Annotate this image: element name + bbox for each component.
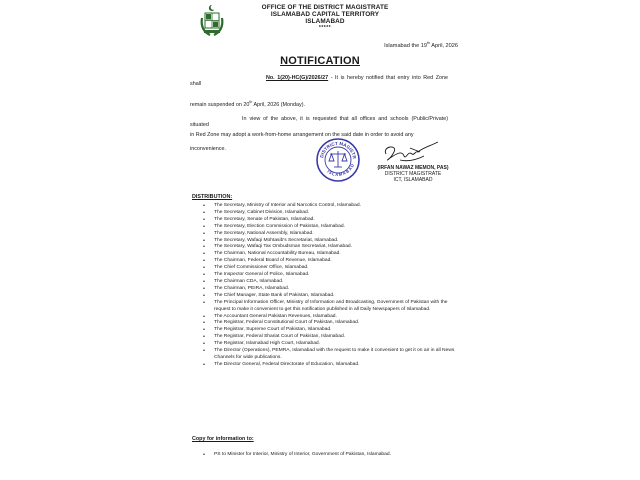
office-line-2: ISLAMABAD CAPITAL TERRITORY bbox=[270, 11, 380, 19]
paragraph-1-continued bbox=[190, 99, 448, 108]
list-item: • The Director General, Federal Directorate of Education, Islamabad. bbox=[190, 362, 458, 369]
paragraph-2-line-3: inconvenience. bbox=[190, 146, 226, 152]
list-item: • The Chairman CDA, Islamabad. bbox=[190, 279, 458, 286]
distribution-list bbox=[190, 203, 458, 369]
signer-office: ICT, ISLAMABAD bbox=[393, 177, 433, 183]
reference-number: No. 1(20)-HC(G)/2026/27 bbox=[266, 75, 329, 81]
list-item: • The Registrar, Islamabad High Court, Islamabad. bbox=[190, 341, 458, 348]
official-seal-stamp bbox=[315, 137, 361, 183]
paragraph-2-line-1: In view of the above, it is requested that all offices and schools (Public/Private) situated bbox=[190, 116, 448, 128]
signature-mark bbox=[380, 140, 440, 166]
paragraph-1-text: - It is hereby notified that entry into Red Zone shall bbox=[190, 75, 448, 87]
date-ordinal: th bbox=[427, 41, 430, 45]
seal-text-bottom: ISLAMABAD bbox=[326, 163, 355, 178]
paragraph-1-ordinal: th bbox=[249, 100, 253, 104]
list-item: • The Inspector General of Police, Islamabad. bbox=[190, 272, 458, 279]
list-item: • The Secretary, Wafaqi Tax Ombudsman Secretariat, Islamabad. bbox=[190, 244, 458, 251]
seal-text-top: DISTRICT MAGISTR bbox=[319, 140, 357, 160]
list-item: • The Secretary, National Assembly, Islamabad. bbox=[190, 231, 458, 238]
list-item: • The Chief Commissioner Office, Islamabad. bbox=[190, 265, 458, 272]
scales-of-justice-icon bbox=[329, 151, 347, 167]
signer-designation: DISTRICT MAGISTRATE bbox=[384, 171, 442, 177]
document-title: NOTIFICATION bbox=[280, 55, 360, 67]
copy-heading: Copy for information to: bbox=[192, 436, 254, 442]
list-item: • The Secretary, Cabinet Division, Islamabad. bbox=[190, 210, 458, 217]
notification-document bbox=[190, 0, 458, 480]
list-item: • The Registrar, Supreme Court of Pakistan, Islamabad. bbox=[190, 327, 458, 334]
distribution-heading: DISTRIBUTION: bbox=[192, 194, 233, 200]
office-line-3: ISLAMABAD bbox=[305, 18, 345, 26]
list-item: • PS to Minister for Interior, Ministry of Interior, Government of Pakistan, Islamabad. bbox=[190, 452, 458, 459]
list-item: • The Secretary, Election Commission of Pakistan, Islamabad. bbox=[190, 224, 458, 231]
list-item: • The Chairman, National Accountability Bureau, Islamabad. bbox=[190, 251, 458, 258]
signer-name: (IRFAN NAWAZ MEMON, PAS) bbox=[377, 165, 449, 171]
list-item: • The Director (Operations), PEMRA, Islamabad with the request to make it convenient to get it on air in all News Channels for wide publications. bbox=[190, 348, 458, 362]
signer-block bbox=[373, 165, 453, 183]
list-item: • The Chief Manager, State Bank of Pakistan, Islamabad. bbox=[190, 293, 458, 300]
paragraph-1-cont-b: April, 2026 (Monday). bbox=[252, 101, 306, 108]
paragraph-1-cont-a: remain suspended on 20 bbox=[190, 101, 250, 108]
office-header bbox=[230, 4, 420, 31]
office-line-1: OFFICE OF THE DISTRICT MAGISTRATE bbox=[261, 4, 389, 11]
date-rest: April, 2026 bbox=[430, 42, 458, 49]
paragraph-1 bbox=[190, 75, 448, 87]
list-item: • The Secretary, Ministry of Interior and Narcotics Control, Islamabad. bbox=[190, 203, 458, 210]
list-item: • The Accountant General Pakistan Revenues, Islamabad. bbox=[190, 314, 458, 321]
state-emblem-icon bbox=[196, 4, 228, 38]
list-item: • The Registrar, Federal Constitutional Court of Pakistan, Islamabad. bbox=[190, 320, 458, 327]
list-item: • The Principal Information Officer, Ministry of Information and Broadcasting, Government of Pakistan with the request to make it convenient to get this notification published in all Daily Newspapers of Islamabad. bbox=[190, 300, 458, 314]
copy-list bbox=[190, 452, 458, 459]
list-item: • The Chairman, Federal Board of Revenue, Islamabad. bbox=[190, 258, 458, 265]
list-item: • The Secretary, Wafaqi Mohtasib's Secretariat, Islamabad. bbox=[190, 238, 458, 245]
list-item: • The Registrar, Federal Shariat Court of Pakistan, Islamabad. bbox=[190, 334, 458, 341]
paragraph-2-line-2: in Red Zone may adopt a work-from-home arrangement on the said date in order to avoid any bbox=[190, 132, 414, 138]
list-item: • The Chairman, PEIRA, Islamabad. bbox=[190, 286, 458, 293]
list-item: • The Secretary, Senate of Pakistan, Islamabad. bbox=[190, 217, 458, 224]
header-stars: ***** bbox=[318, 24, 332, 31]
svg-text:ISLAMABAD bbox=[326, 163, 354, 177]
date-prefix: Islamabad the 19 bbox=[384, 42, 427, 49]
issue-date bbox=[384, 41, 458, 49]
